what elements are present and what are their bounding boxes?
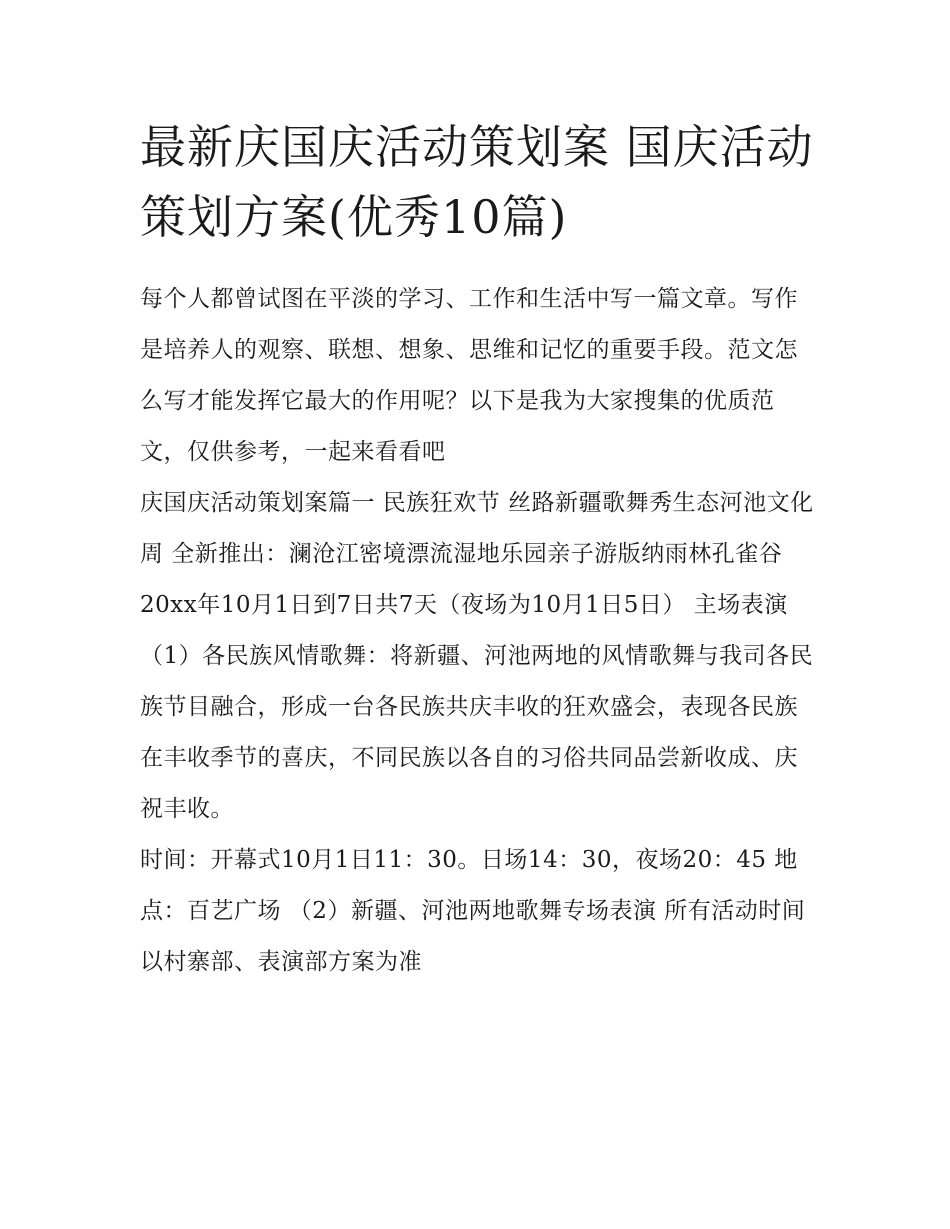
paragraph-intro: 每个人都曾试图在平淡的学习、工作和生活中写一篇文章。写作是培养人的观察、联想、想象、思维和记忆的重要手段。范文怎么写才能发挥它最大的作用呢？以下是我为大家搜集的优质范文，仅供参考，一起来看看吧 (140, 286, 798, 465)
document-body (140, 112, 820, 988)
paragraph-schedule: 时间：开幕式10月1日11：30。日场14：30，夜场20：45 地点：百艺广场 （2）新疆、河池两地歌舞专场表演 所有活动时间以村寨部、表演部方案为准 (140, 847, 806, 975)
paragraph-section-one: 庆国庆活动策划案篇一 民族狂欢节 丝路新疆歌舞秀生态河池文化周 全新推出：澜沧江密境漂流湿地乐园亲子游版纳雨林孔雀谷 (140, 490, 814, 567)
document-title: 最新庆国庆活动策划案 国庆活动策划方案(优秀10篇) (140, 120, 814, 244)
paragraph-ethnic-dance: （1）各民族风情歌舞：将新疆、河池两地的风情歌舞与我司各民族节目融合，形成一台各民族共庆丰收的狂欢盛会，表现各民族在丰收季节的喜庆，不同民族以各自的习俗共同品尝新收成、庆祝丰收。 (140, 643, 814, 822)
paragraph-dates: 20xx年10月1日到7日共7天（夜场为10月1日5日） 主场表演 (140, 592, 788, 618)
